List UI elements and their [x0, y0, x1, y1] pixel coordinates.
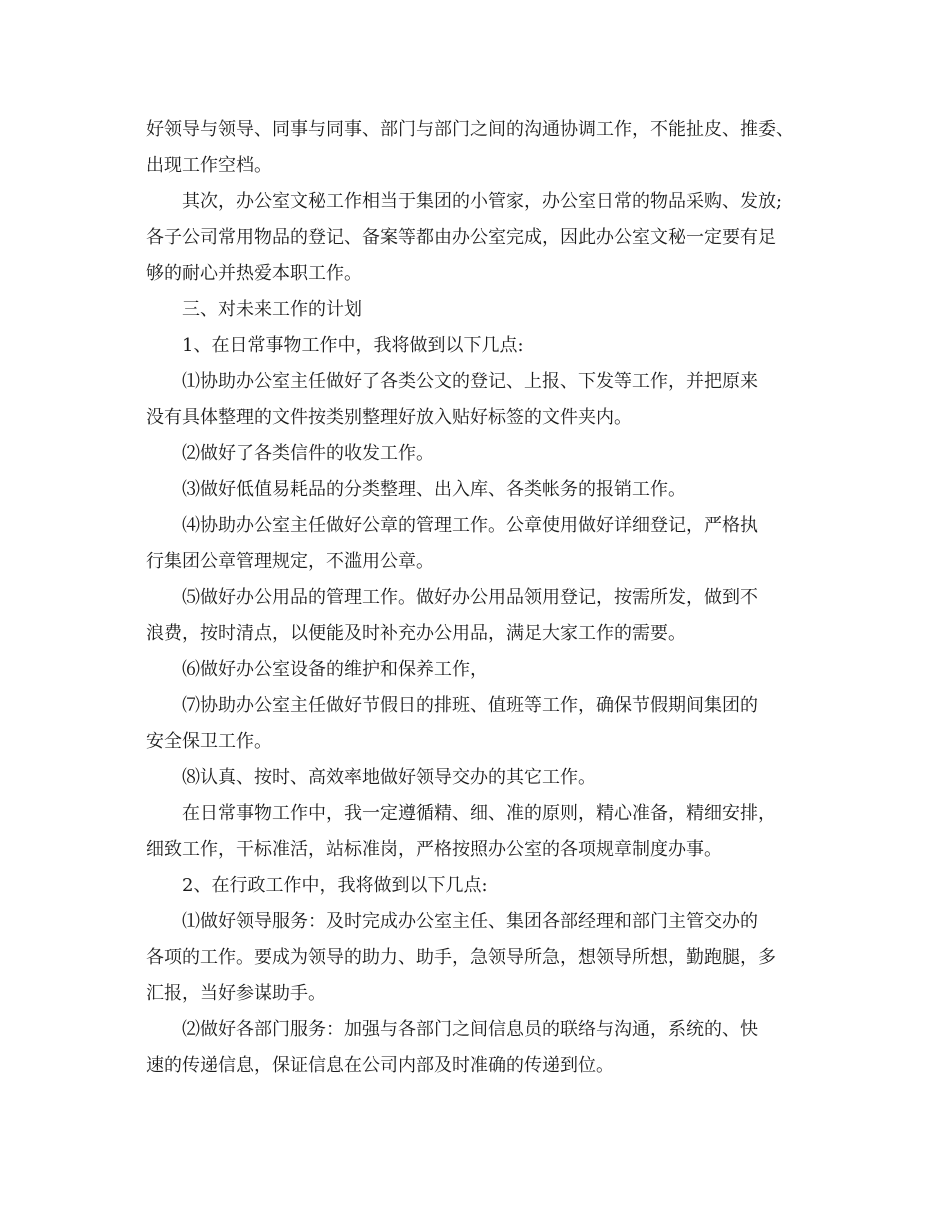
list-item-6: [146, 652, 816, 688]
text-line: 细致工作，干标准活，站标准岗，严格按照办公室的各项规章制度办事。: [146, 839, 722, 860]
text-line: ⑹做好办公室设备的维护和保养工作，: [182, 659, 488, 680]
list-item-5: [146, 580, 816, 652]
text-line: 其次，办公室文秘工作相当于集团的小管家，办公室日常的物品采购、发放;: [182, 191, 783, 212]
paragraph-continuation: [146, 112, 816, 184]
text-line: 汇报，当好参谋助手。: [146, 983, 326, 1004]
paragraph-secretary-role: [146, 184, 816, 292]
section-heading-future-plan: [146, 292, 816, 328]
list-item-3: [146, 472, 816, 508]
paragraph-daily-principle: [146, 796, 816, 868]
text-line: ⑺协助办公室主任做好节假日的排班、值班等工作，确保节假期间集团的: [182, 695, 758, 716]
text-line: ⑵做好各部门服务：加强与各部门之间信息员的联络与沟通，系统的、快: [182, 1019, 758, 1040]
text-line: ⑴协助办公室主任做好了各类公文的登记、上报、下发等工作，并把原来: [182, 371, 758, 392]
list-item-4: [146, 508, 816, 580]
text-line: ⑸做好办公用品的管理工作。做好办公用品领用登记，按需所发，做到不: [182, 587, 758, 608]
text-line: 够的耐心并热爱本职工作。: [146, 263, 362, 284]
document-body: [146, 112, 816, 1084]
admin-list-item-1: [146, 904, 816, 1012]
text-line: 三、对未来工作的计划: [182, 299, 362, 320]
text-line: 浪费，按时清点，以便能及时补充办公用品，满足大家工作的需要。: [146, 623, 686, 644]
list-item-7: [146, 688, 816, 760]
text-line: 没有具体整理的文件按类别整理好放入贴好标签的文件夹内。: [146, 407, 632, 428]
text-line: ⑵做好了各类信件的收发工作。: [182, 443, 434, 464]
list-item-8: [146, 760, 816, 796]
admin-list-item-2: [146, 1012, 816, 1084]
text-line: 好领导与领导、同事与同事、部门与部门之间的沟通协调工作，不能扯皮、推委、: [146, 119, 794, 140]
text-line: ⑻认真、按时、高效率地做好领导交办的其它工作。: [182, 767, 596, 788]
list-item-1: [146, 364, 816, 436]
text-line: ⑷协助办公室主任做好公章的管理工作。公章使用做好详细登记，严格执: [182, 515, 758, 536]
text-line: 出现工作空档。: [146, 155, 272, 176]
list-item-2: [146, 436, 816, 472]
text-line: ⑶做好低值易耗品的分类整理、出入库、各类帐务的报销工作。: [182, 479, 686, 500]
text-line: 在日常事物工作中，我一定遵循精、细、准的原则，精心准备，精细安排，: [182, 803, 776, 824]
text-line: 各子公司常用物品的登记、备案等都由办公室完成，因此办公室文秘一定要有足: [146, 227, 776, 248]
text-line: ⑴做好领导服务：及时完成办公室主任、集团各部经理和部门主管交办的: [182, 911, 758, 932]
text-line: 各项的工作。要成为领导的助力、助手，急领导所急，想领导所想，勤跑腿，多: [146, 947, 776, 968]
text-line: 速的传递信息，保证信息在公司内部及时准确的传递到位。: [146, 1055, 614, 1076]
text-line: 行集团公章管理规定，不滥用公章。: [146, 551, 434, 572]
subsection-heading-administration: [146, 868, 816, 904]
text-line: 安全保卫工作。: [146, 731, 272, 752]
text-line: 1、在日常事物工作中，我将做到以下几点:: [182, 335, 524, 356]
subsection-heading-daily-affairs: [146, 328, 816, 364]
text-line: 2、在行政工作中，我将做到以下几点:: [182, 875, 488, 896]
